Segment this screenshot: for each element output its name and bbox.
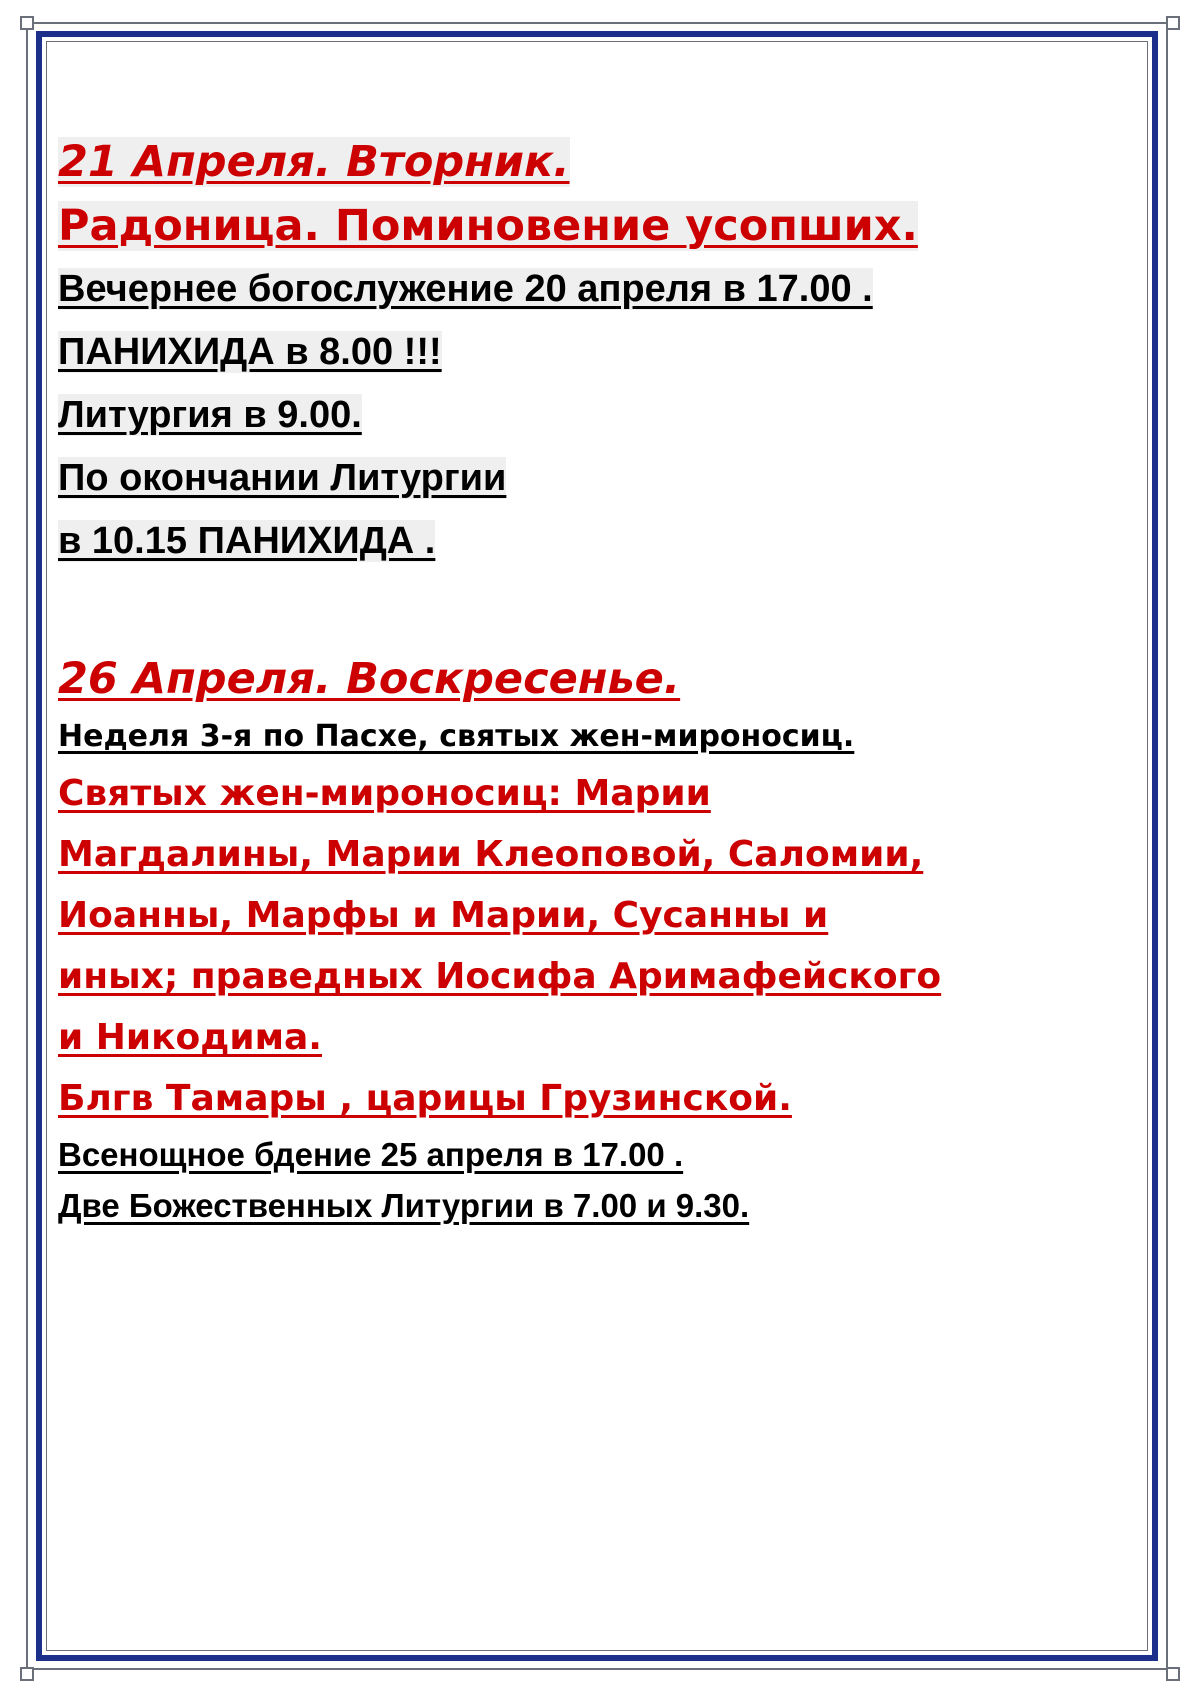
section-spacer <box>58 573 1138 647</box>
section1-feast-heading: Радоница. Поминовение усопших. <box>58 201 918 251</box>
border-corner-ornament <box>20 16 34 30</box>
section1-date-heading: 21 Апреля. Вторник. <box>58 137 570 187</box>
section1-service-line: Литургия в 9.00. <box>58 394 362 436</box>
section2-saints-line: Блгв Тамары , царицы Грузинской. <box>58 1078 792 1119</box>
section1-service-line: в 10.15 ПАНИХИДА . <box>58 520 436 562</box>
section1-service-line: Вечернее богослужение 20 апреля в 17.00 . <box>58 268 873 310</box>
section2-saints-line: Святых жен-мироносиц: Марии <box>58 773 711 814</box>
border-corner-ornament <box>1166 1667 1180 1681</box>
section1-service-line: ПАНИХИДА в 8.00 !!! <box>58 331 442 373</box>
section2-saints-line: Магдалины, Марии Клеоповой, Саломии, <box>58 834 924 875</box>
section2-saints-line: иных; праведных Иосифа Аримафейского <box>58 956 942 997</box>
section2-service-line: Всенощное бдение 25 апреля в 17.00 . <box>58 1136 684 1173</box>
border-corner-ornament <box>1166 16 1180 30</box>
border-corner-ornament <box>20 1667 34 1681</box>
section2-date-heading: 26 Апреля. Воскресенье. <box>58 654 681 704</box>
schedule-content <box>58 130 1138 1231</box>
section2-week-title: Неделя 3-я по Пасхе, святых жен-мироносиц. <box>58 719 855 754</box>
section2-service-line: Две Божественных Литургии в 7.00 и 9.30. <box>58 1187 750 1224</box>
section2-saints-line: Иоанны, Марфы и Марии, Сусанны и <box>58 895 829 936</box>
section2-saints-line: и Никодима. <box>58 1017 322 1058</box>
section1-service-line: По окончании Литургии <box>58 457 507 499</box>
